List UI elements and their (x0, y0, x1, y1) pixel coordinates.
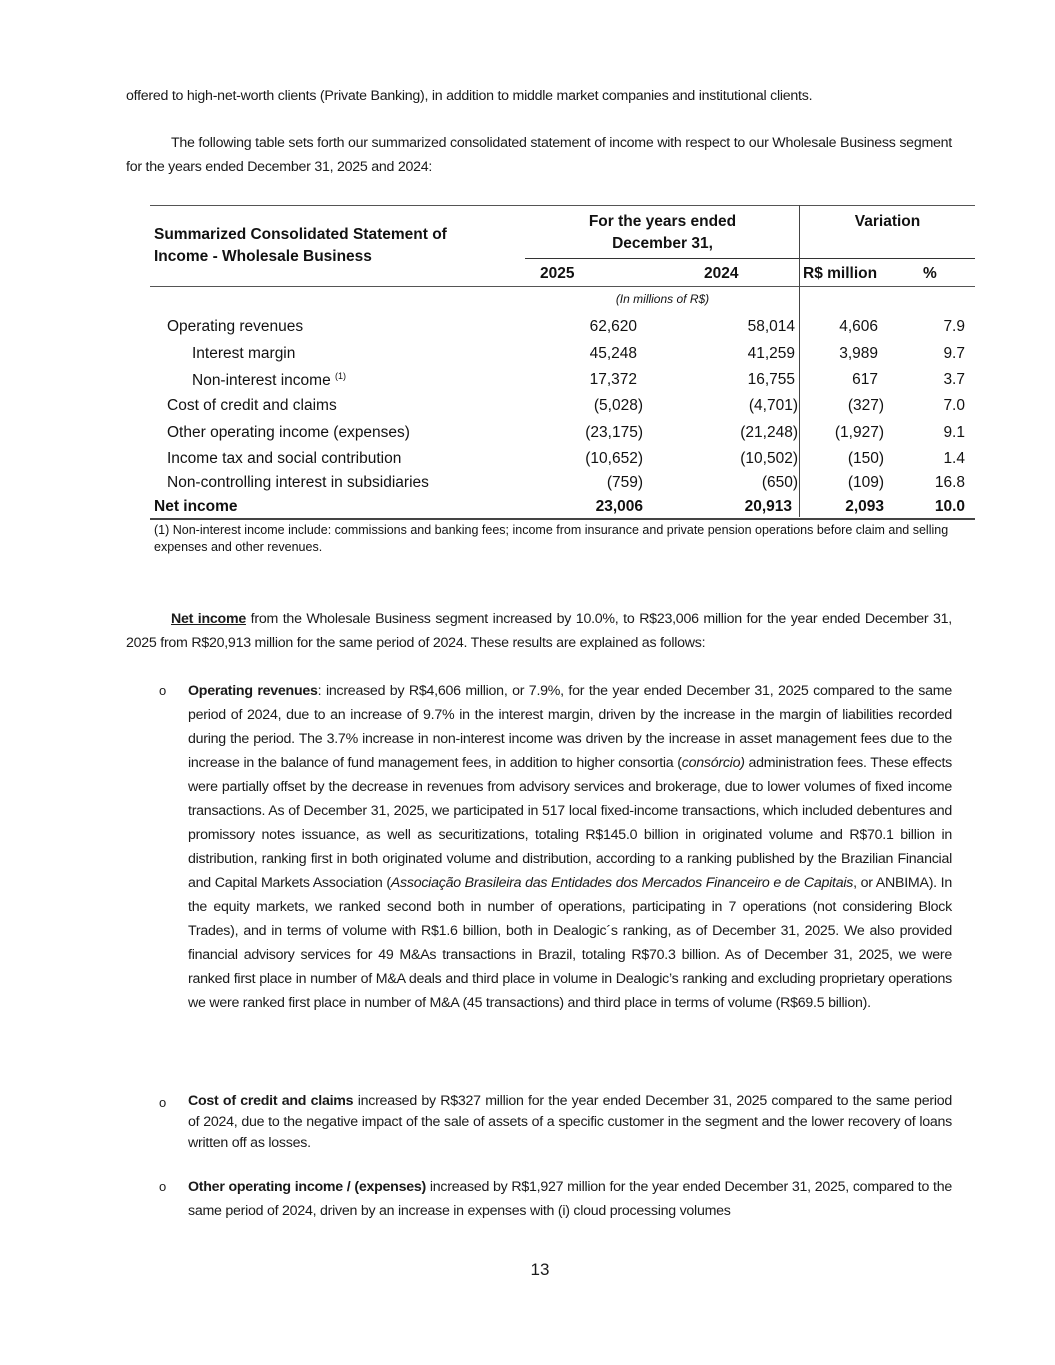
bullet-text: administration fees. These effects were partially offset by the decrease in revenues from advisory services and brokerage, due to lower volumes of fixed income transactions. As of December 31, 2025, we participated in 517 local fixed-income transactions, which included debentures and promissory notes issuance, as well as securitizations, totaling R$145.0 billion in originated volume and R$70.1 billion in distribution, ranking first in both originated volume and distribution, according to a ranking published by the Brazilian Financial and Capital Markets Association ( (188, 755, 952, 891)
value-variation: (1,927) (834, 424, 884, 441)
value-2024: 20,913 (744, 498, 792, 515)
row-label: Non-controlling interest in subsidiaries (167, 474, 429, 491)
value-2024: 16,755 (747, 371, 795, 388)
bullet-circle-icon: o (159, 683, 166, 698)
table-intro-text: The following table sets forth our summarized consolidated statement of income with respect to our Wholesale Business segment for the years ended December 31, 2025 and 2024: (126, 135, 952, 175)
value-2025: 62,620 (589, 318, 637, 335)
footnote-ref: (1) (335, 371, 347, 381)
bullet-italic: Associação Brasileira das Entidades dos Mercados Financeiro e de Capitais (390, 875, 854, 891)
col-2024-header: 2024 (704, 265, 739, 282)
net-income-text: from the Wholesale Business segment increased by 10.0%, to R$23,006 million for the year ended December 31, 2025 from R$20,913 million for the same period of 2024. These results are explained as follows: (126, 611, 952, 651)
table-top-rule (150, 205, 975, 206)
value-variation: (150) (847, 450, 884, 467)
bullet-circle-icon: o (159, 1095, 166, 1110)
value-pct: 9.1 (943, 424, 965, 441)
value-pct: 3.7 (943, 371, 965, 388)
intro-paragraph-end (126, 84, 952, 108)
col-2025-header: 2025 (540, 265, 575, 282)
row-label: Other operating income (expenses) (167, 424, 410, 441)
intro-text: offered to high-net-worth clients (Private Banking), in addition to middle market companies and institutional clients. (126, 88, 813, 104)
bullet-lead: Other operating income / (expenses) (188, 1179, 426, 1195)
value-pct: 9.7 (943, 345, 965, 362)
row-label: Operating revenues (167, 318, 304, 335)
value-2025: (23,175) (585, 424, 643, 441)
unit-note: (In millions of R$) (615, 292, 710, 306)
value-2024: (650) (761, 474, 798, 491)
variation-header: Variation (854, 213, 921, 230)
value-2025: (10,652) (585, 450, 643, 467)
value-variation: 617 (852, 371, 878, 388)
value-pct: 10.0 (934, 498, 965, 515)
value-2025: 23,006 (595, 498, 643, 515)
table-title-line2: Income - Wholesale Business (154, 248, 372, 265)
years-header-line1: For the years ended (588, 213, 737, 230)
value-variation: 2,093 (845, 498, 884, 515)
value-2025: (759) (606, 474, 643, 491)
value-variation: 4,606 (839, 318, 878, 335)
row-label: Interest margin (192, 345, 296, 362)
value-2025: 17,372 (589, 371, 637, 388)
net-income-lead: Net income (171, 611, 246, 627)
table-intro-paragraph (126, 131, 952, 179)
value-pct: 7.9 (943, 318, 965, 335)
value-pct: 16.8 (934, 474, 965, 491)
bullet-operating-revenues (126, 679, 952, 1015)
bullet-circle-icon: o (159, 1179, 166, 1194)
col-variation-rs-header: R$ million (803, 265, 878, 282)
bullet-lead: Operating revenues (188, 683, 318, 699)
col-variation-pct-header: % (923, 265, 937, 282)
row-label: Net income (154, 498, 238, 515)
table-title-line1: Summarized Consolidated Statement of (154, 226, 447, 243)
value-variation: (327) (847, 397, 884, 414)
table-bottom-rule (150, 518, 975, 520)
bullet-other-operating (126, 1175, 952, 1223)
bullet-italic: consórcio) (681, 755, 745, 771)
value-variation: (109) (847, 474, 884, 491)
header-mid-rule (525, 258, 975, 259)
bullet-text: , or ANBIMA). In the equity markets, we ranked second both in number of operations, participating in 7 operations (not considering Block Trades), and in terms of volume with R$1.6 billion, both in Dealogic´s ranking, as of December 31, 2025. We also provided financial advisory services for 49 M&As transactions in Brazil, totaling R$70.3 billion. As of December 31, 2025, we were ranked first place in number of M&A deals and third place in volume in Dealogic’s ranking and excluding proprietary operations we were ranked first place in number of M&A (45 transactions) and third place in terms of volume (R$69.5 billion). (188, 875, 953, 1011)
value-variation: 3,989 (839, 345, 878, 362)
value-2025: (5,028) (593, 397, 643, 414)
value-2025: 45,248 (589, 345, 637, 362)
bullet-lead: Cost of credit and claims (188, 1093, 354, 1109)
value-pct: 7.0 (943, 397, 965, 414)
row-label: Income tax and social contribution (167, 450, 402, 467)
value-2024: (10,502) (740, 450, 798, 467)
header-bottom-rule (150, 286, 975, 287)
row-label: Cost of credit and claims (167, 397, 337, 414)
row-label (192, 371, 346, 390)
bullet-text: : increased by R$4,606 million, or 7.9%, for the year ended December 31, 2025 compared to the same period of 2024, due to an increase of 9.7% in the interest margin, driven by the increase in the margin of liabilities recorded during the period. The 3.7% increase in non-interest income was driven by the increase in asset management fees due to the increase in the balance of fund management fees, in addition to higher consortia ( (188, 683, 952, 771)
table-footnote: (1) Non-interest income include: commissions and banking fees; income from insurance and private pension operations before claim and selling expenses and other revenues. (154, 523, 949, 554)
value-2024: (4,701) (748, 397, 798, 414)
value-2024: 58,014 (747, 318, 795, 335)
bullet-text: increased by R$1,927 million for the year ended December 31, 2025, compared to the same period of 2024, driven by an increase in expenses with (i) cloud processing volumes (188, 1179, 952, 1219)
value-pct: 1.4 (943, 450, 965, 467)
years-header-line2: December 31, (612, 235, 713, 252)
row-label-text: Non-interest income (192, 372, 331, 389)
bullet-text: increased by R$327 million for the year ended December 31, 2025 compared to the same period of 2024, due to the negative impact of the sale of assets of a specific customer in the segment and the lower recovery of loans written off as losses. (188, 1093, 953, 1151)
bullet-cost-of-credit (126, 1091, 952, 1154)
page-number: 13 (530, 1260, 550, 1279)
value-2024: (21,248) (740, 424, 798, 441)
value-2024: 41,259 (747, 345, 795, 362)
net-income-paragraph (126, 607, 952, 655)
